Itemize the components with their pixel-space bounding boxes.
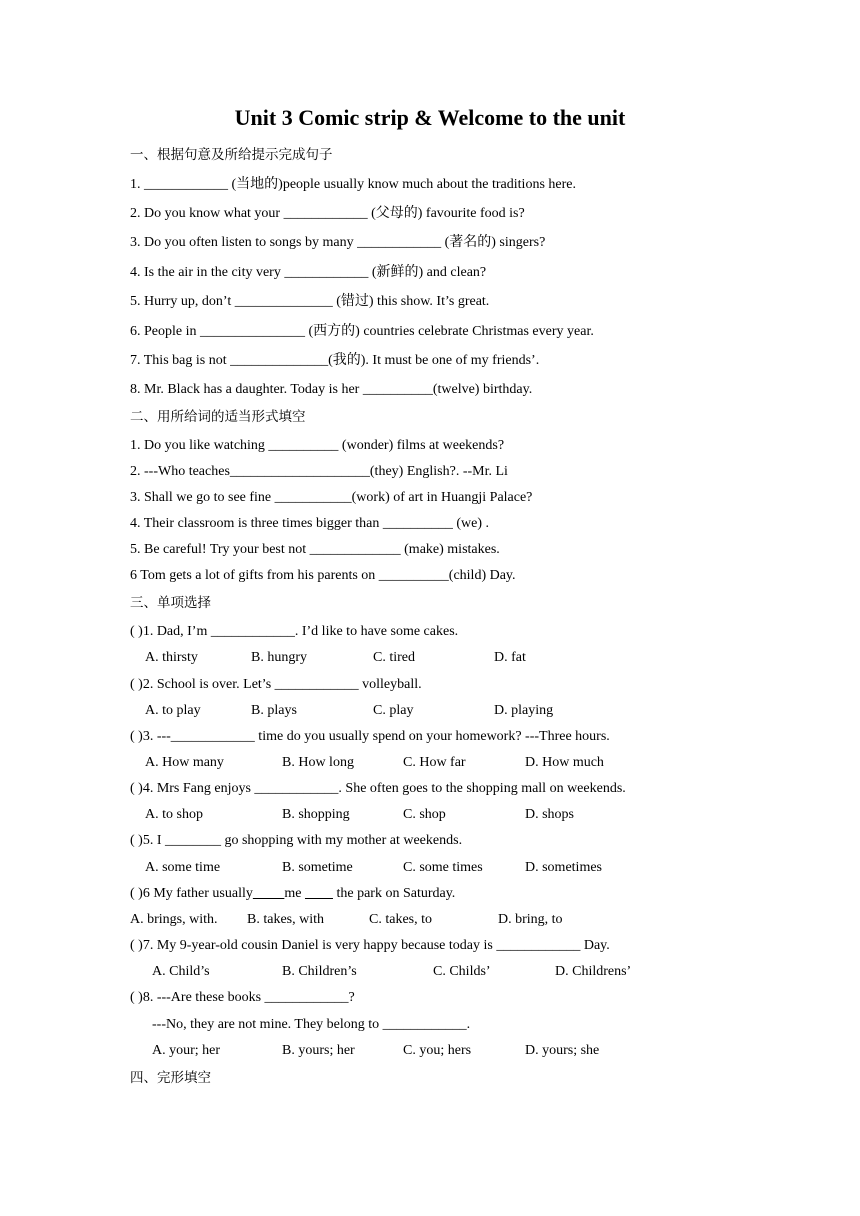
q5-option-a: A. some time <box>145 860 221 875</box>
q1-stem: ( )1. Dad, I’m ____________. I’d like to have some cakes. <box>130 624 459 639</box>
q6-blank-1 <box>253 886 285 901</box>
s1-item-3: 3. Do you often listen to songs by many ____________ (著名的) singers? <box>130 235 546 250</box>
q6-stem <box>130 885 455 903</box>
q7-option-c: C. Childs’ <box>433 964 491 979</box>
q4-option-b: B. shopping <box>282 807 350 822</box>
q8-option-d: D. yours; she <box>525 1043 600 1058</box>
section-1-heading: 一、根据句意及所给提示完成句子 <box>130 147 333 163</box>
q3-option-b: B. How long <box>282 755 354 770</box>
s1-item-5: 5. Hurry up, don’t ______________ (错过) this show. It’s great. <box>130 294 490 309</box>
q6-option-c: C. takes, to <box>369 912 432 927</box>
q4-option-a: A. to shop <box>145 807 203 822</box>
q4-stem: ( )4. Mrs Fang enjoys ____________. She often goes to the shopping mall on weekends. <box>130 781 626 796</box>
s1-item-1: 1. ____________ (当地的)people usually know much about the traditions here. <box>130 177 576 192</box>
q4-option-d: D. shops <box>525 807 575 822</box>
section-4-heading: 四、完形填空 <box>130 1070 211 1086</box>
s1-item-7: 7. This bag is not ______________(我的). It must be one of my friends’. <box>130 353 540 368</box>
q4-option-c: C. shop <box>403 807 446 822</box>
q7-option-d: D. Childrens’ <box>555 964 632 979</box>
s1-item-8: 8. Mr. Black has a daughter. Today is her __________(twelve) birthday. <box>130 382 533 397</box>
q6-option-a: A. brings, with. <box>130 912 218 927</box>
q2-option-a: A. to play <box>145 703 201 718</box>
q7-option-a: A. Child’s <box>152 964 210 979</box>
s2-item-5: 5. Be careful! Try your best not _____________ (make) mistakes. <box>130 542 500 557</box>
section-3-heading: 三、单项选择 <box>130 595 211 611</box>
q6-stem-middle: me <box>284 886 305 901</box>
s2-item-6: 6 Tom gets a lot of gifts from his parents on __________(child) Day. <box>130 568 516 583</box>
q6-blank-2 <box>305 886 333 901</box>
q5-stem: ( )5. I ________ go shopping with my mother at weekends. <box>130 833 463 848</box>
q1-option-d: D. fat <box>494 650 526 665</box>
q2-option-b: B. plays <box>251 703 297 718</box>
q7-option-b: B. Children’s <box>282 964 357 979</box>
q3-option-c: C. How far <box>403 755 466 770</box>
q5-option-b: B. sometime <box>282 860 353 875</box>
q6-stem-start: ( )6 My father usually <box>130 886 253 901</box>
section-2-heading: 二、用所给词的适当形式填空 <box>130 409 306 425</box>
q5-option-d: D. sometimes <box>525 860 602 875</box>
s1-item-4: 4. Is the air in the city very ____________ (新鲜的) and clean? <box>130 265 487 280</box>
q3-stem: ( )3. ---____________ time do you usually spend on your homework? ---Three hours. <box>130 729 610 744</box>
page-title: Unit 3 Comic strip & Welcome to the unit <box>234 105 626 130</box>
s1-item-2: 2. Do you know what your ____________ (父母的) favourite food is? <box>130 206 525 221</box>
q8-option-a: A. your; her <box>152 1043 221 1058</box>
s1-item-6: 6. People in _______________ (西方的) countries celebrate Christmas every year. <box>130 324 594 339</box>
q2-option-c: C. play <box>373 703 414 718</box>
s2-item-3: 3. Shall we go to see fine ___________(work) of art in Huangji Palace? <box>130 490 533 505</box>
q6-option-d: D. bring, to <box>498 912 563 927</box>
q6-stem-end: the park on Saturday. <box>332 886 456 901</box>
q8-option-b: B. yours; her <box>282 1043 355 1058</box>
q8-stem-reply: ---No, they are not mine. They belong to ____________. <box>152 1017 471 1032</box>
q7-stem: ( )7. My 9-year-old cousin Daniel is very happy because today is ____________ Day. <box>130 938 610 953</box>
s2-item-2: 2. ---Who teaches____________________(they) English?. --Mr. Li <box>130 464 508 479</box>
q8-option-c: C. you; hers <box>403 1043 472 1058</box>
q5-option-c: C. some times <box>403 860 483 875</box>
s2-item-4: 4. Their classroom is three times bigger than __________ (we) . <box>130 516 489 531</box>
s2-item-1: 1. Do you like watching __________ (wonder) films at weekends? <box>130 438 505 453</box>
q2-stem: ( )2. School is over. Let’s ____________ volleyball. <box>130 677 422 692</box>
q6-option-b: B. takes, with <box>247 912 324 927</box>
q1-option-c: C. tired <box>373 650 415 665</box>
q8-stem: ( )8. ---Are these books ____________? <box>130 990 355 1005</box>
q3-option-a: A. How many <box>145 755 224 770</box>
q3-option-d: D. How much <box>525 755 604 770</box>
q1-option-b: B. hungry <box>251 650 307 665</box>
q2-option-d: D. playing <box>494 703 554 718</box>
q1-option-a: A. thirsty <box>145 650 198 665</box>
